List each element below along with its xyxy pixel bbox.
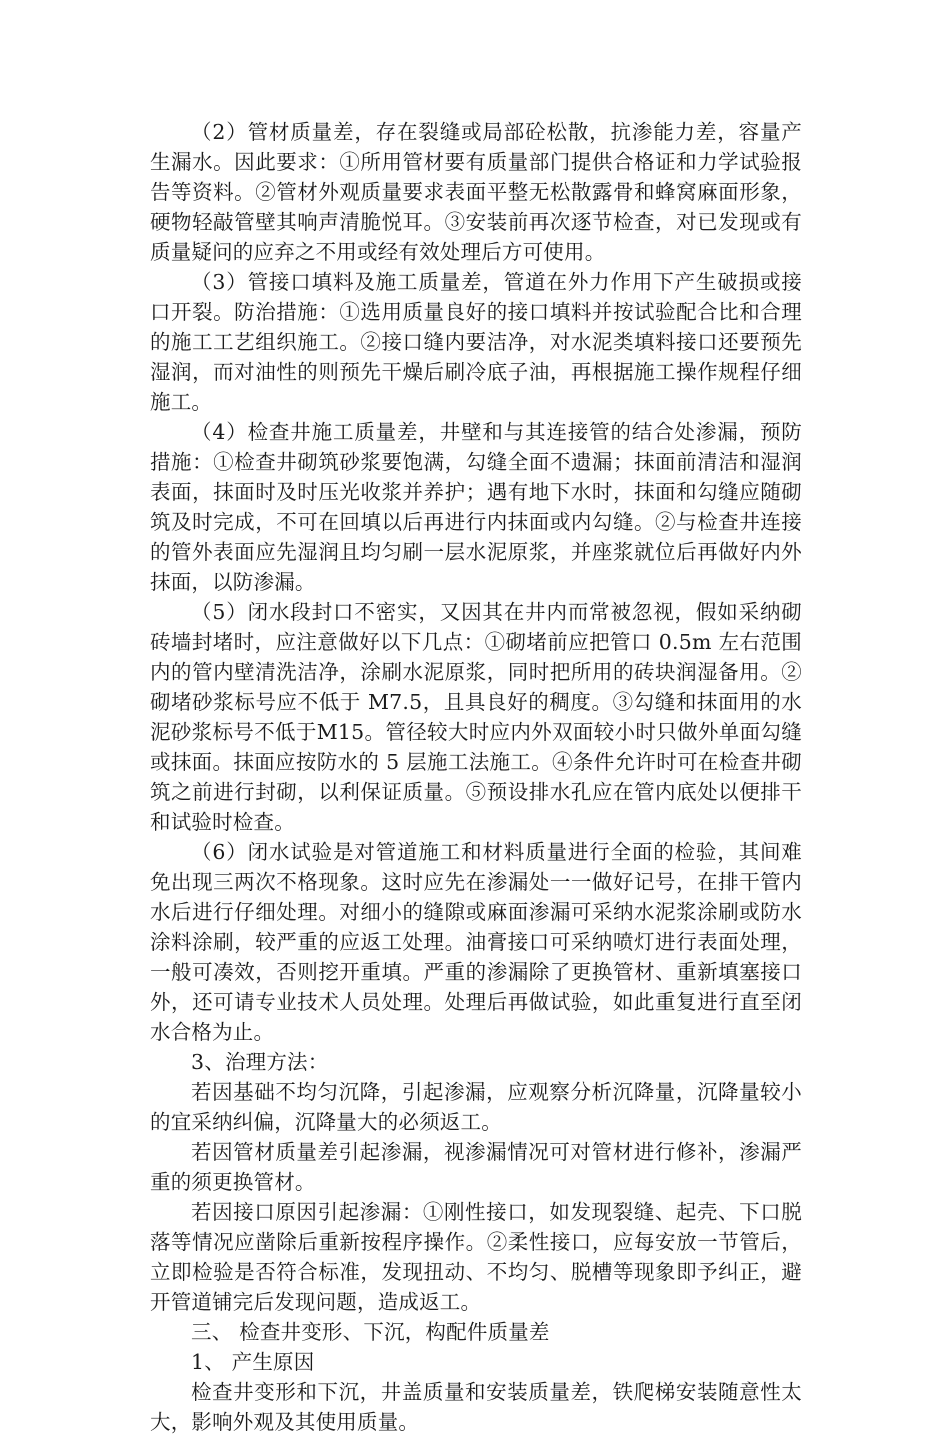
paragraph-pipe-repair: 若因管材质量差引起渗漏，视渗漏情况可对管材进行修补，渗漏严重的须更换管材。 <box>150 1140 802 1194</box>
paragraph-inspection-well: （4）检查井施工质量差，井壁和与其连接管的结合处渗漏，预防措施：①检查井砌筑砂浆要饱满，勾缝全面不遗漏；抹面前清洁和湿润表面，抹面时及时压光收浆并养护；遇有地下水时，抹面和勾缝应随砌筑及时完成，不可在回填以后再进行内抹面或内勾缝。②与检查井连接的管外表面应先湿润且均匀刷一层水泥原浆，并座浆就位后再做好内外抹面，以防渗漏。 <box>150 420 802 594</box>
paragraph-well-deformation: 检查井变形和下沉，井盖质量和安装质量差，铁爬梯安装随意性太大，影响外观及其使用质量。 <box>150 1380 802 1434</box>
paragraph-uneven-settlement: 若因基础不均匀沉降，引起渗漏，应观察分析沉降量，沉降量较小的宜采纳纠偏，沉降量大的必须返工。 <box>150 1080 802 1134</box>
paragraph-pipe-quality: （2）管材质量差，存在裂缝或局部砼松散，抗渗能力差，容量产生漏水。因此要求：①所用管材要有质量部门提供合格证和力学试验报告等资料。②管材外观质量要求表面平整无松散露骨和蜂窝麻面形象，硬物轻敲管壁其响声清脆悦耳。③安装前再次逐节检查，对已发现或有质量疑问的应弃之不用或经有效处理后方可使用。 <box>150 120 802 264</box>
paragraph-joint-filler: （3）管接口填料及施工质量差，管道在外力作用下产生破损或接口开裂。防治措施：①选用质量良好的接口填料并按试验配合比和合理的施工工艺组织施工。②接口缝内要洁净，对水泥类填料接口还要预先湿润，而对油性的则预先干燥后刷冷底子油，再根据施工操作规程仔细施工。 <box>150 270 802 414</box>
document-page <box>150 117 802 1437</box>
paragraph-closed-water-test: （6）闭水试验是对管道施工和材料质量进行全面的检验，其间难免出现三两次不格现象。这时应先在渗漏处一一做好记号，在排干管内水后进行仔细处理。对细小的缝隙或麻面渗漏可采纳水泥浆涂刷或防水涂料涂刷，较严重的应返工处理。油膏接口可采纳喷灯进行表面处理，一般可凑效，否则挖开重填。严重的渗漏除了更换管材、重新填塞接口外，还可请专业技术人员处理。处理后再做试验，如此重复进行直至闭水合格为止。 <box>150 840 802 1044</box>
subheading-causes: 1、 产生原因 <box>191 1350 315 1374</box>
section-heading-three: 三、 检查井变形、下沉，构配件质量差 <box>191 1320 550 1344</box>
paragraph-closure-seal: （5）闭水段封口不密实，又因其在井内而常被忽视，假如采纳砌砖墙封堵时，应注意做好以下几点：①砌堵前应把管口 0.5m 左右范围内的管内壁清洗洁净，涂刷水泥原浆，同时把所用的砖块润湿备用。②砌堵砂浆标号应不低于 M7.5，且具良好的稠度。③勾缝和抹面用的水泥砂浆标号不低于M15。管径较大时应内外双面较小时只做外单面勾缝或抹面。抹面应按防水的 5 层施工法施工。④条件允许时可在检查井砌筑之前进行封砌，以利保证质量。⑤预设排水孔应在管内底处以便排干和试验时检查。 <box>150 600 802 834</box>
heading-treatment-method: 3、治理方法： <box>191 1050 329 1074</box>
paragraph-joint-leakage: 若因接口原因引起渗漏：①刚性接口，如发现裂缝、起壳、下口脱落等情况应凿除后重新按程序操作。②柔性接口，应每安放一节管后，立即检验是否符合标准，发现扭动、不均匀、脱槽等现象即予纠正，避开管道铺完后发现问题，造成返工。 <box>150 1200 802 1314</box>
